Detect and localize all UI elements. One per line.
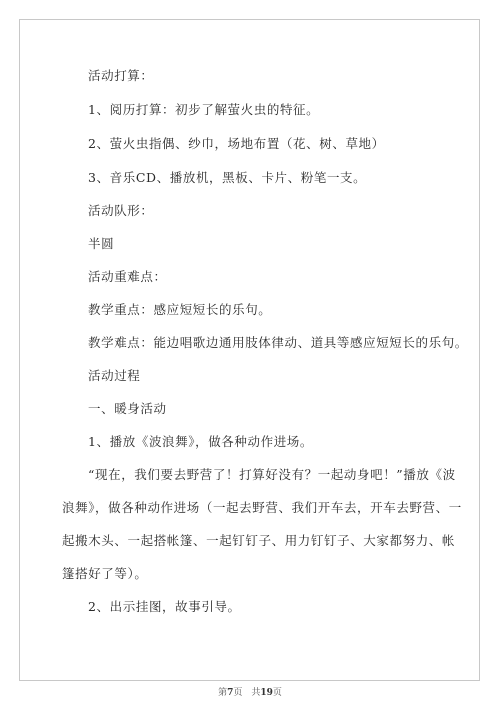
paragraph: 浪舞》，做各种动作进场（一起去野营、我们开车去，开车去野营、一 [62,500,462,515]
heading-process: 活动过程 [88,368,141,383]
list-item: 3、音乐CD、播放机，黑板、卡片、粉笔一支。 [88,170,367,185]
paragraph: 教学重点：感应短短长的乐句。 [88,302,272,317]
heading-preparation: 活动打算： [88,68,154,83]
footer-suffix: 页 [272,688,282,698]
paragraph: 教学难点：能边唱歌边通用肢体律动、道具等感应短短长的乐句。 [88,335,468,350]
paragraph: “现在，我们要去野营了！打算好没有？一起动身吧！”播放《波 [88,467,456,482]
total-page-number: 19 [260,688,273,698]
page-number-footer [0,685,500,698]
list-item: 1、播放《波浪舞》，做各种动作进场。 [88,434,314,449]
list-item: 2、出示挂图，故事引导。 [88,599,241,614]
section-heading: 一、暖身活动 [88,401,167,416]
footer-mid: 页 共 [233,688,261,698]
list-item: 2、萤火虫指偶、纱巾，场地布置（花、树、草地） [88,136,385,151]
paragraph: 篷搭好了等）。 [62,566,148,581]
heading-key-points: 活动重难点： [88,269,167,284]
paragraph: 半圆 [88,236,115,251]
heading-formation: 活动队形： [88,203,154,218]
list-item: 1、阅历打算：初步了解萤火虫的特征。 [88,102,320,117]
current-page-number: 7 [227,688,234,698]
paragraph: 起搬木头、一起搭帐篷、一起钉钉子、用力钉钉子、大家都努力、帐 [62,533,456,548]
footer-prefix: 第 [218,688,228,698]
